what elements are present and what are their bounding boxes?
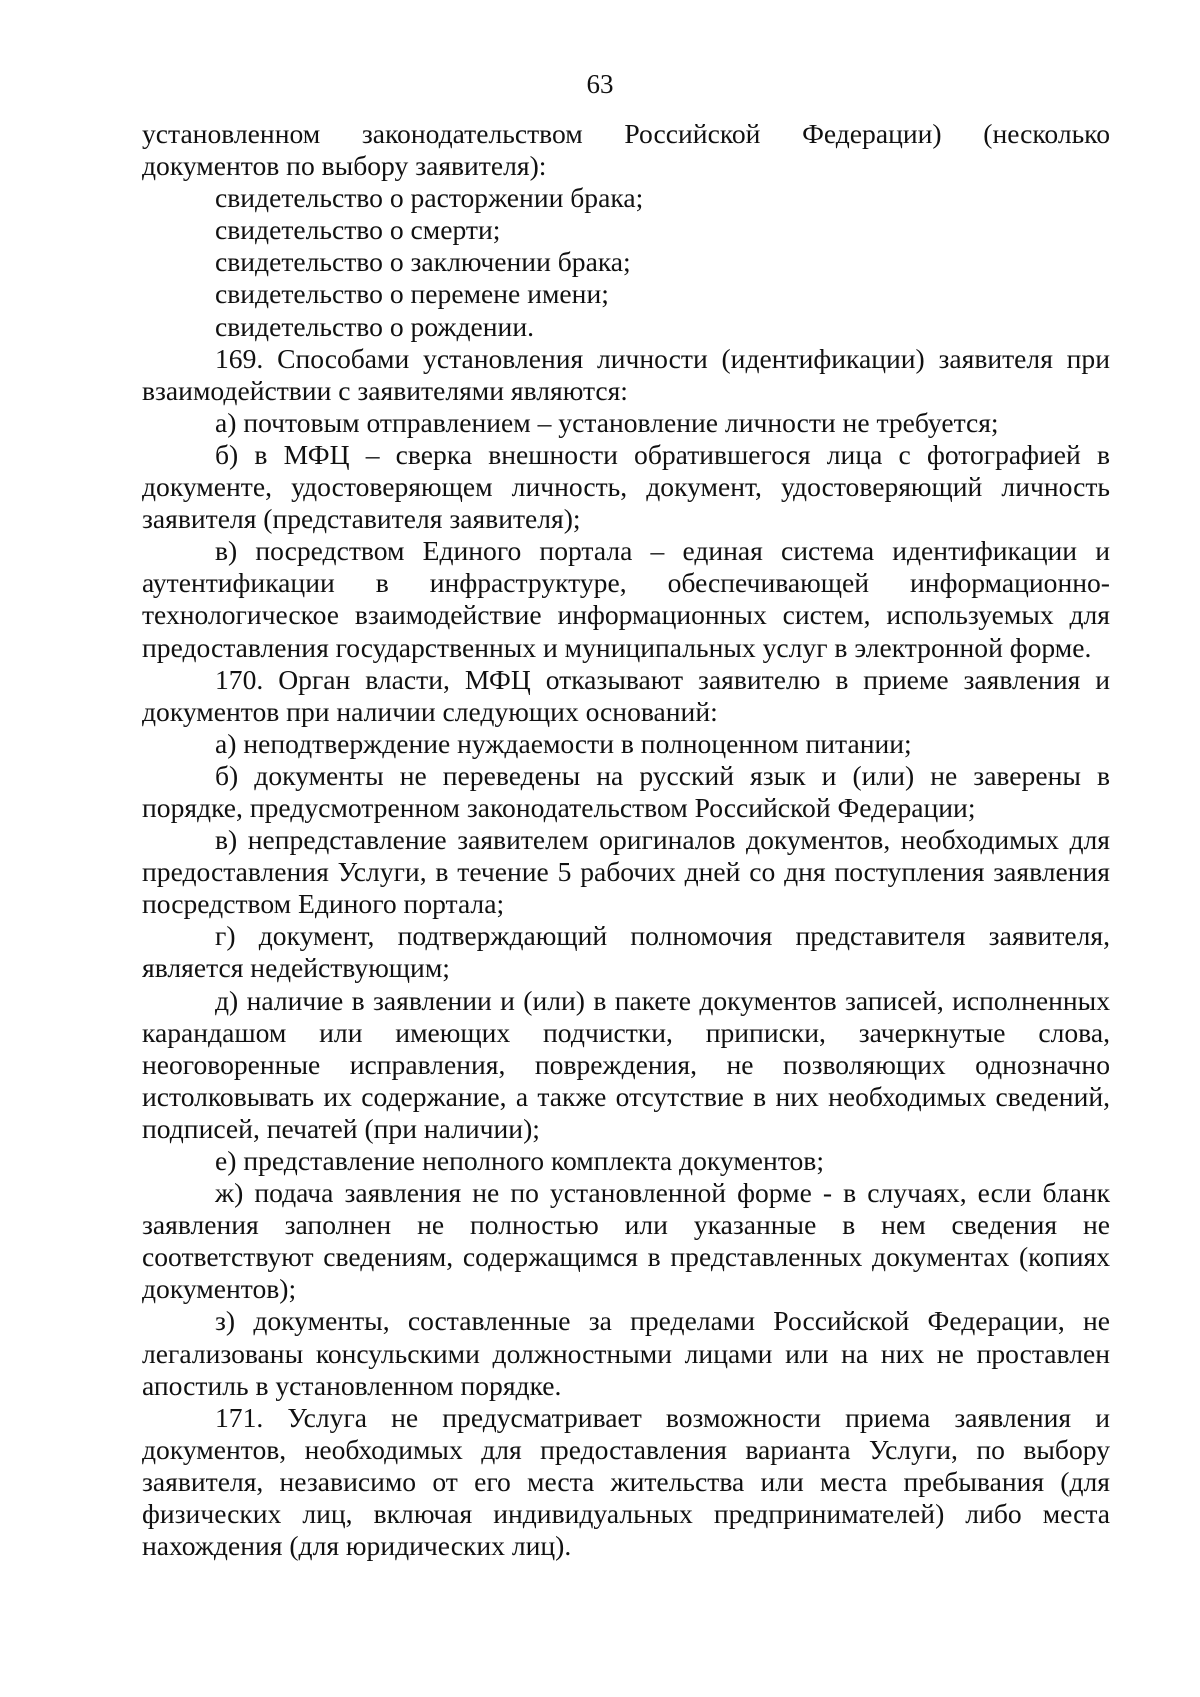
clause-169-item-b: б) в МФЦ – сверка внешности обратившегося лица с фотографией в документе, удостоверяющем личность, документ, удостоверяющий личность заявителя (представителя заявителя); <box>142 438 1110 535</box>
clause-170-item-g: г) документ, подтверждающий полномочия представителя заявителя, является недействующим; <box>142 920 1110 984</box>
document-body <box>142 118 1110 1562</box>
clause-169-item-a: а) почтовым отправлением – установление личности не требуется; <box>215 406 999 438</box>
clause-170-item-z: з) документы, составленные за пределами Российской Федерации, не легализованы консульскими должностными лицами или на них не проставлен апостиль в установленном порядке. <box>142 1305 1110 1401</box>
clause-171: 171. Услуга не предусматривает возможности приема заявления и документов, необходимых для предоставления варианта Услуги, по выбору заявителя, независимо от его места жительства или места пребывания (для физических лиц, включая индивидуальных предпринимателей) либо места нахождения (для юридических лиц). <box>142 1401 1110 1562</box>
clause-170-item-e: е) представление неполного комплекта документов; <box>215 1145 825 1176</box>
list-item-birth-certificate: свидетельство о рождении. <box>215 310 534 342</box>
list-item-death-certificate: свидетельство о смерти; <box>215 214 501 246</box>
clause-169-item-v: в) посредством Единого портала – единая система идентификации и аутентификации в инфраструктуре, обеспечивающей информационно-технологическое взаимодействие информационных систем, используемых для предоставления государственных и муниципальных услуг в электронной форме. <box>142 535 1110 663</box>
clause-170: 170. Орган власти, МФЦ отказывают заявителю в приеме заявления и документов при наличии следующих оснований: <box>142 663 1110 727</box>
paragraph-continuation: установленном законодательством Российской Федерации) (несколько документов по выбору заявителя): <box>142 118 1110 182</box>
page-number: 63 <box>586 69 614 99</box>
clause-170-item-v: в) непредставление заявителем оригиналов документов, необходимых для предоставления Услуги, в течение 5 рабочих дней со дня поступления заявления посредством Единого портала; <box>142 824 1110 920</box>
clause-170-item-d: д) наличие в заявлении и (или) в пакете документов записей, исполненных карандашом или имеющих подчистки, приписки, зачеркнутые слова, неоговоренные исправления, повреждения, не позволяющих однозначно истолковывать их содержание, а также отсутствие в них необходимых сведений, подписей, печатей (при наличии); <box>142 984 1110 1144</box>
clause-170-item-b: б) документы не переведены на русский язык и (или) не заверены в порядке, предусмотренном законодательством Российской Федерации; <box>142 759 1110 823</box>
list-item-divorce-certificate: свидетельство о расторжении брака; <box>215 182 644 214</box>
clause-170-item-a: а) неподтверждение нуждаемости в полноценном питании; <box>215 727 912 759</box>
list-item-marriage-certificate: свидетельство о заключении брака; <box>215 246 631 278</box>
list-item-name-change-certificate: свидетельство о перемене имени; <box>215 278 609 310</box>
clause-170-item-zh: ж) подача заявления не по установленной форме - в случаях, если бланк заявления заполнен не полностью или указанные в нем сведения не соответствуют сведениям, содержащимся в представленных документах (копиях документов); <box>142 1177 1110 1305</box>
clause-169: 169. Способами установления личности (идентификации) заявителя при взаимодействии с заявителями являются: <box>142 342 1110 406</box>
